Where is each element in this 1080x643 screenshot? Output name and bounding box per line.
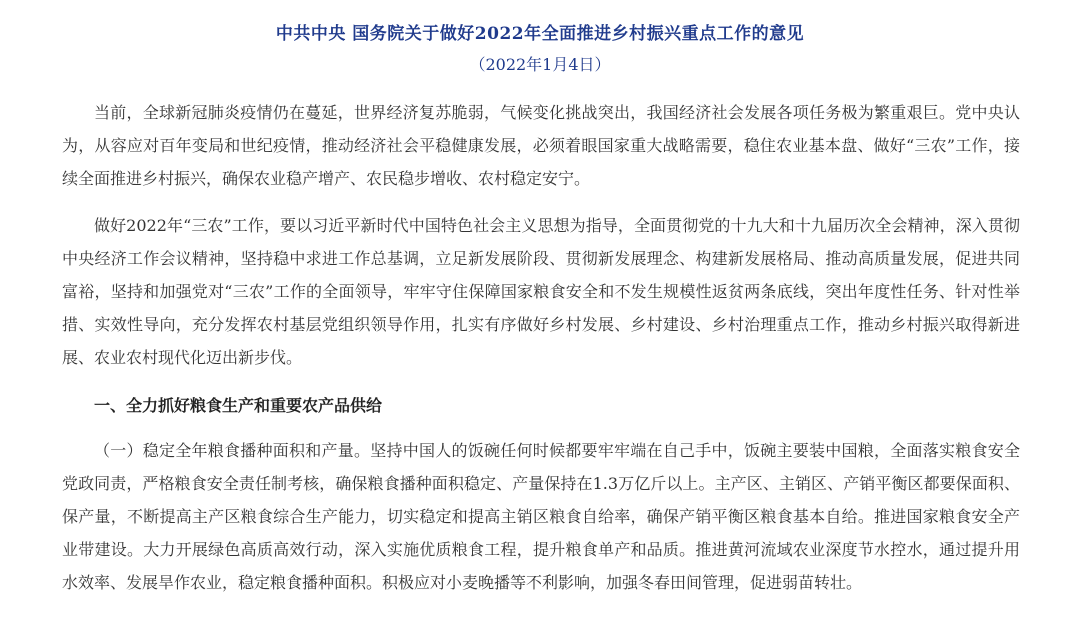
section-heading: 一、全力抓好粮食生产和重要农产品供给 [94, 396, 383, 415]
section-paragraph-1: （一）稳定全年粮食播种面积和产量。坚持中国人的饭碗任何时候都要牢牢端在自己手中，饭碗主要装中国粮，全面落实粮食安全党政同责，严格粮食安全责任制考核，确保粮食播种面积稳定、产量保持在1.3万亿斤以上。主产区、主销区、产销平衡区都要保面积、保产量，不断提高主产区粮食综合生产能力，切实稳定和提高主销区粮食自给率，确保产销平衡区粮食基本自给。推进国家粮食安全产业带建设。大力开展绿色高质高效行动，深入实施优质粮食工程，提升粮食单产和品质。推进黄河流域农业深度节水控水，通过提升用水效率、发展旱作农业，稳定粮食播种面积。积极应对小麦晚播等不利影响，加强冬春田间管理，促进弱苗转壮。 [62, 441, 1020, 592]
intro-paragraph-2: 做好2022年“三农”工作，要以习近平新时代中国特色社会主义思想为指导，全面贯彻党的十九大和十九届历次全会精神，深入贯彻中央经济工作会议精神，坚持稳中求进工作总基调，立足新发展阶段、贯彻新发展理念、构建新发展格局、推动高质量发展，促进共同富裕，坚持和加强党对“三农”工作的全面领导，牢牢守住保障国家粮食安全和不发生规模性返贫两条底线，突出年度性任务、针对性举措、实效性导向，充分发挥农村基层党组织领导作用，扎实有序做好乡村发展、乡村建设、乡村治理重点工作，推动乡村振兴取得新进展、农业农村现代化迈出新步伐。 [62, 216, 1020, 367]
document-date: （2022年1月4日） [469, 55, 611, 74]
document-title: 中共中央 国务院关于做好2022年全面推进乡村振兴重点工作的意见 [275, 24, 805, 44]
intro-paragraph-1: 当前，全球新冠肺炎疫情仍在蔓延，世界经济复苏脆弱，气候变化挑战突出，我国经济社会发展各项任务极为繁重艰巨。党中央认为，从容应对百年变局和世纪疫情，推动经济社会平稳健康发展，必须着眼国家重大战略需要，稳住农业基本盘、做好“三农”工作，接续全面推进乡村振兴，确保农业稳产增产、农民稳步增收、农村稳定安宁。 [62, 103, 1020, 188]
